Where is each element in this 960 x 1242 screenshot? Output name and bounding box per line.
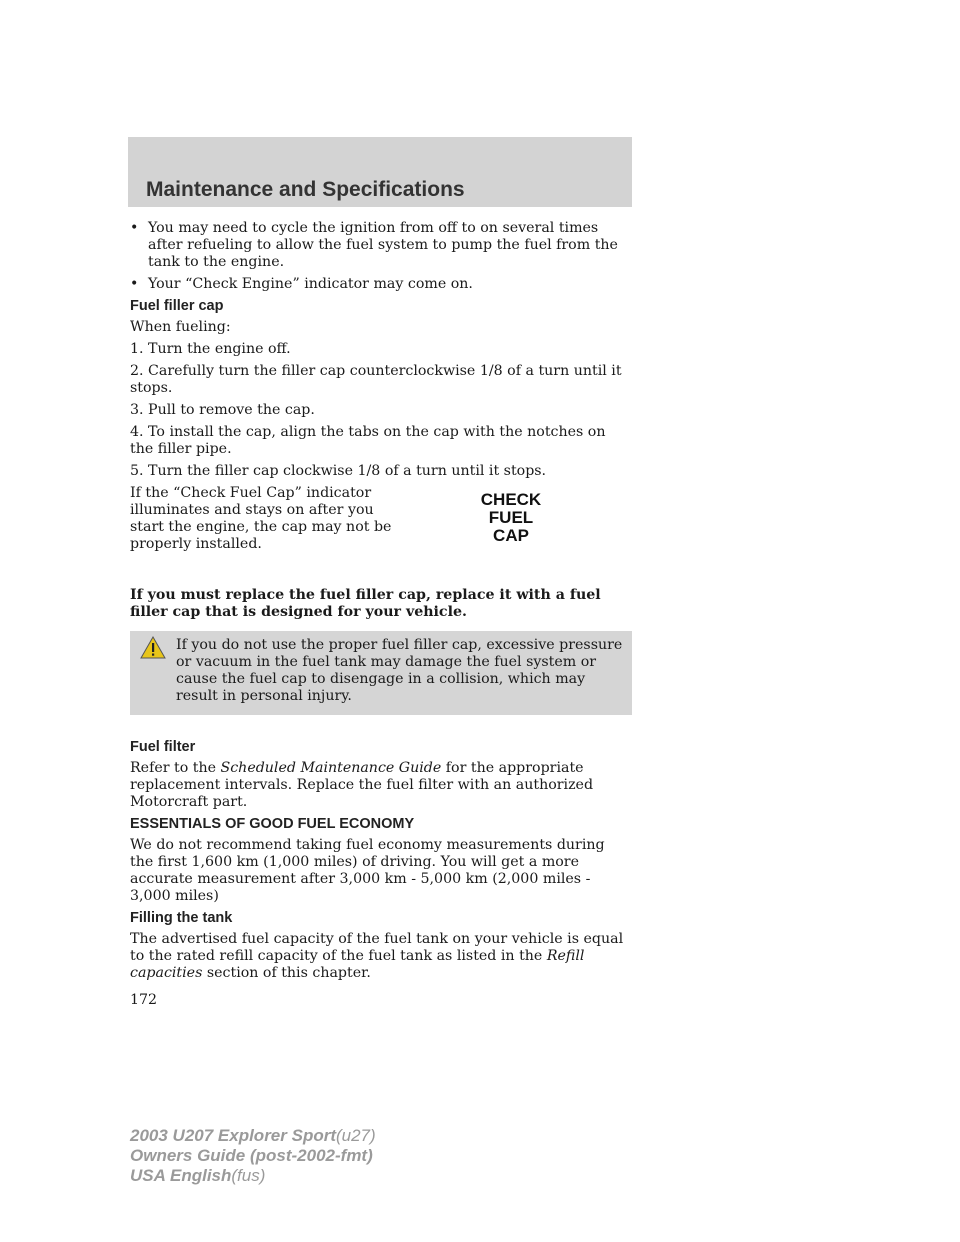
- step-4: 4. To install the cap, align the tabs on the cap with the notches on the filler pipe.: [130, 424, 606, 457]
- filling-text-start: The advertised fuel capacity of the fuel tank on your vehicle is equal to the rated refill capacity of the fuel tank as listed in the: [130, 931, 624, 964]
- bullet-text: Your “Check Engine” indicator may come on.: [148, 276, 473, 292]
- section-heading-fuel-economy: ESSENTIALS OF GOOD FUEL ECONOMY: [130, 816, 415, 832]
- list-item: [130, 220, 632, 271]
- indicator-label-line: CHECK: [480, 490, 542, 509]
- step-3: 3. Pull to remove the cap.: [130, 402, 315, 418]
- page-number: 172: [130, 992, 158, 1008]
- refill-capacities-reference: Refill capacities: [130, 948, 585, 981]
- footer-language-code: (fus): [231, 1166, 266, 1185]
- filling-text-end: section of this chapter.: [202, 965, 371, 981]
- warning-box: [130, 631, 632, 715]
- section-heading-fuel-filler-cap: Fuel filler cap: [130, 298, 224, 314]
- bullet-text: You may need to cycle the ignition from off to on several times after refueling to allow the fuel system to pump the fuel from the tank to the engine.: [148, 220, 618, 270]
- check-fuel-cap-indicator-icon: [446, 491, 576, 545]
- section-heading-filling-tank: Filling the tank: [130, 910, 233, 926]
- fuel-filter-text-end: for the appropriate replacement intervals. Replace the fuel filter with an authorized Motorcraft part.: [130, 760, 594, 810]
- replace-cap-note: If you must replace the fuel filler cap, replace it with a fuel filler cap that is designed for your vehicle.: [130, 587, 601, 620]
- bullet-glyph: •: [130, 220, 139, 236]
- page-title: Maintenance and Specifications: [146, 178, 465, 201]
- footer-model: 2003 U207 Explorer Sport: [130, 1126, 336, 1145]
- filling-tank-text: [130, 931, 632, 982]
- footer-guide: Owners Guide (post-2002-fmt): [130, 1146, 373, 1165]
- indicator-label-line: CAP: [493, 526, 529, 545]
- footer-language: USA English: [130, 1166, 232, 1185]
- indicator-label-line: FUEL: [488, 508, 534, 527]
- fuel-economy-text: We do not recommend taking fuel economy measurements during the first 1,600 km (1,000 miles) of driving. You will get a more accurate measurement after 3,000 km - 5,000 km (2,000 miles - 3,000 miles): [130, 837, 605, 904]
- indicator-block: [130, 485, 632, 587]
- guide-reference: Scheduled Maintenance Guide: [220, 760, 442, 776]
- page-content: [130, 220, 632, 1009]
- document-footer: [130, 1126, 376, 1186]
- warning-text: If you do not use the proper fuel filler cap, excessive pressure or vacuum in the fuel tank may damage the fuel system or cause the fuel cap to disengage in a collision, which may result in personal injury.: [176, 637, 623, 704]
- fuel-filter-text-start: Refer to the: [130, 760, 221, 776]
- warning-triangle-icon: [140, 636, 166, 659]
- step-1: 1. Turn the engine off.: [130, 341, 291, 357]
- step-5: 5. Turn the filler cap clockwise 1/8 of a turn until it stops.: [130, 463, 547, 479]
- section-heading-fuel-filter: Fuel filter: [130, 739, 196, 755]
- indicator-text: If the “Check Fuel Cap” indicator illuminates and stays on after you start the engine, the cap may not be properly installed.: [130, 485, 392, 552]
- step-2: 2. Carefully turn the filler cap counterclockwise 1/8 of a turn until it stops.: [130, 363, 622, 396]
- list-item: [130, 276, 632, 293]
- fueling-intro: When fueling:: [130, 319, 231, 335]
- fuel-filter-text: [130, 760, 632, 811]
- footer-model-code: (u27): [335, 1126, 376, 1145]
- bullet-glyph: •: [130, 276, 139, 292]
